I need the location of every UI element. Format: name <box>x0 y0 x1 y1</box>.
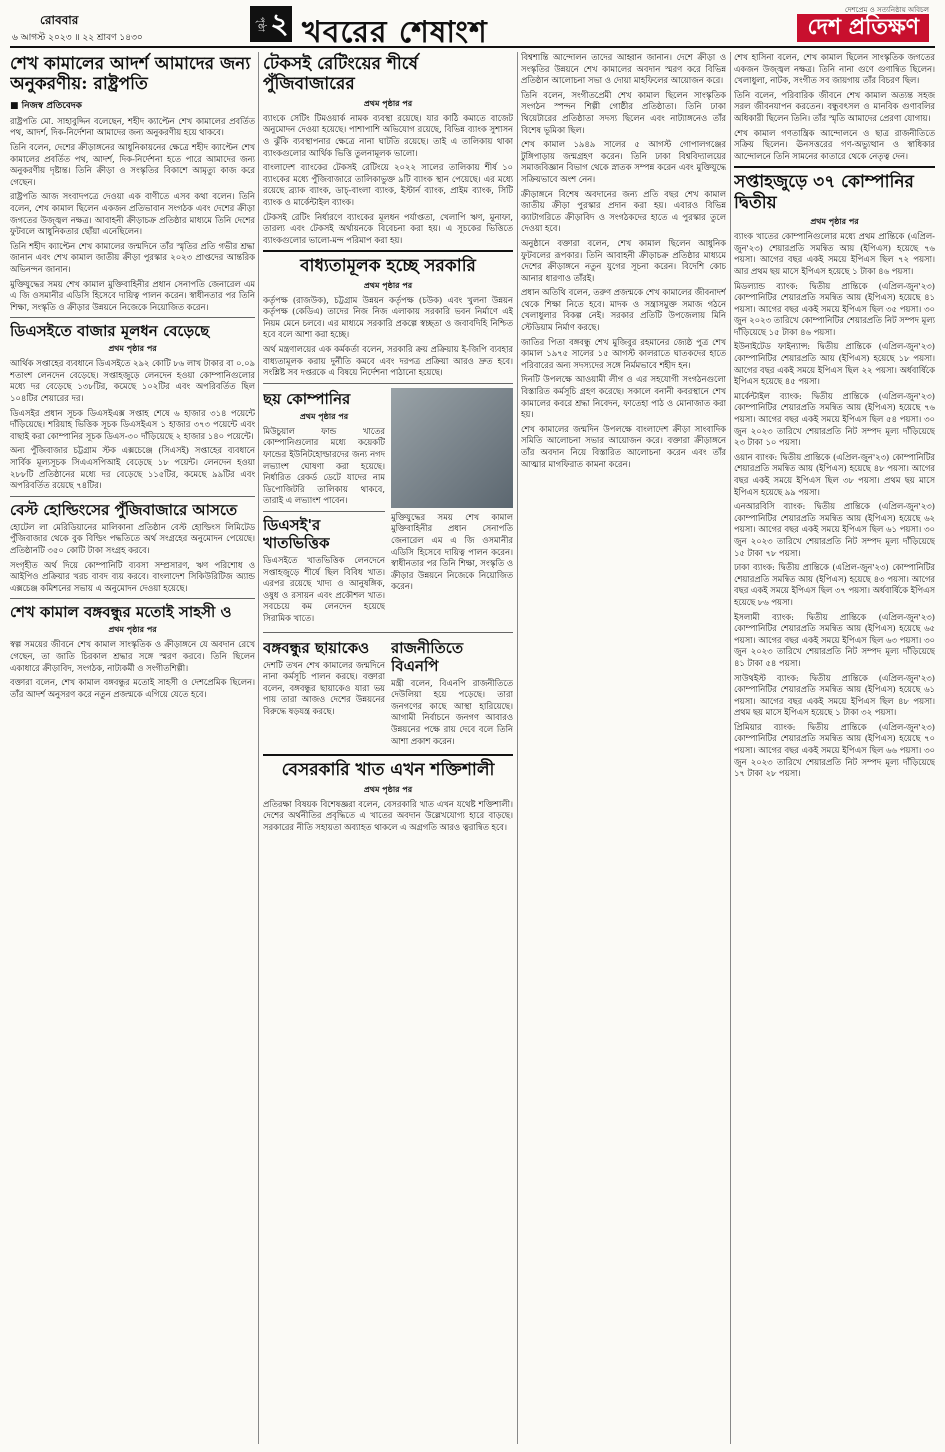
article-paragraph: সংগৃহীত অর্থ দিয়ে কোম্পানিটি ব্যবসা সম্প্রসারণ, ঋণ পরিশোধ ও আইপিও প্রক্রিয়ার খরচ বাবদ ব্যয় করবে। বাংলাদেশ সিকিউরিটিজ অ্যান্ড এক্সচেঞ্জ কমিশনের সভায় এ অনুমোদন দেওয়া হয়েছে। <box>10 559 255 593</box>
divider <box>10 598 255 599</box>
article-paragraph: প্রধান অতিথি বলেন, তরুণ প্রজন্মকে শেখ কামালের জীবনাদর্শ থেকে শিক্ষা নিতে হবে। মাদক ও সন্ত্রাসমুক্ত সমাজ গঠনে খেলাধুলার বিকল্প নেই। সরকার প্রতিটি উপজেলায় মিনি স্টেডিয়াম নির্মাণ করছে। <box>521 287 726 333</box>
continuation-label: প্রথম পৃষ্ঠার পর <box>810 217 859 227</box>
article-paragraph: ডিএসইর প্রধান সূচক ডিএসইএক্স সপ্তাহ শেষে ৬ হাজার ৩১৪ পয়েন্টে দাঁড়িয়েছে। শরিয়াহ ভিত্তিক সূচক ডিএসইএস ১ হাজার ৩৭৩ পয়েন্টে এবং বাছাই করা কোম্পানির সূচক ডিএস-৩০ দাঁড়িয়েছে ২ হাজার ১৪০ পয়েন্টে। <box>10 407 255 441</box>
article-paragraph: জাতির পিতা বঙ্গবন্ধু শেখ মুজিবুর রহমানের জ্যেষ্ঠ পুত্র শেখ কামাল ১৯৭৫ সালের ১৫ আগস্ট কালরাতে ঘাতকদের হাতে পরিবারের অন্য সদস্যদের সঙ্গে নির্মমভাবে শহীদ হন। <box>521 336 726 370</box>
article-paragraph: ঢাকা ব্যাংক: দ্বিতীয় প্রান্তিকে (এপ্রিল-জুন'২৩) কোম্পানিটির শেয়ারপ্রতি সমন্বিত আয় (ইপিএস) হয়েছে ৪৩ পয়সা। আগের বছর একই সময়ে ইপিএস ছিল ৩৭ পয়সা। অর্ধবার্ষিকে ইপিএস হয়েছে ৮৬ পয়সা। <box>734 562 935 607</box>
article-paragraph: মিডল্যান্ড ব্যাংক: দ্বিতীয় প্রান্তিকে (এপ্রিল-জুন'২৩) কোম্পানিটির শেয়ারপ্রতি সমন্বিত আয় (ইপিএস) হয়েছে ৪১ পয়সা। আগের বছর একই সময়ে ইপিএস ছিল ৩৫ পয়সা। ৩০ জুন ২০২৩ তারিখে কোম্পানিটির শেয়ারপ্রতি নিট সম্পদ মূল্য দাঁড়িয়েছে ১৫ টাকা ৪৬ পয়সা। <box>734 280 935 337</box>
split-left <box>263 388 385 628</box>
split-section <box>263 388 513 628</box>
headline: বঙ্গবন্ধুর ছায়াকেও <box>263 638 370 657</box>
article-paragraph: মিউচুয়াল ফান্ড খাতের কোম্পানিগুলোর মধ্যে কয়েকটি ফান্ডের ইউনিটহোল্ডারদের জন্য নগদ লভ্যাংশ ঘোষণা করা হয়েছে। নির্ধারিত রেকর্ড ডেটে যাদের নাম ডিপোজিটরি তালিকায় থাকবে, তারাই এ লভ্যাংশ পাবেন। <box>263 425 385 506</box>
split-right <box>391 637 513 751</box>
continuation-label: প্রথম পৃষ্ঠার পর <box>108 625 157 635</box>
section-title: খবরের শেষাংশ <box>302 15 488 50</box>
news-photo <box>391 388 513 508</box>
divider <box>263 250 513 252</box>
article-paragraph: দিনটি উপলক্ষে আওয়ামী লীগ ও এর সহযোগী সংগঠনগুলো বিস্তারিত কর্মসূচি গ্রহণ করেছে। সকালে বনানী কবরস্থানে শেখ কামালের কবরে শ্রদ্ধা নিবেদন, ফাতেহা পাঠ ও মোনাজাত করা হয়। <box>521 374 726 420</box>
article-paragraph: হোটেল লা মেরিডিয়ানের মালিকানা প্রতিষ্ঠান বেস্ট হোল্ডিংস লিমিটেড পুঁজিবাজার থেকে বুক বিল্ডিং পদ্ধতিতে অর্থ সংগ্রহের অনুমোদন পেয়েছে। প্রতিষ্ঠানটি ৩৫০ কোটি টাকা সংগ্রহ করবে। <box>10 521 255 555</box>
article-paragraph: তিনি শহীদ ক্যাপ্টেন শেখ কামালের জন্মদিনে তাঁর স্মৃতির প্রতি গভীর শ্রদ্ধা জানান এবং শেখ কামাল জাতীয় ক্রীড়া পুরস্কার ২০২৩ প্রাপ্তদের আন্তরিক অভিনন্দন জানান। <box>10 240 255 274</box>
article-paragraph: টেকসই রেটিং নির্ধারণে ব্যাংকের মূলধন পর্যাপ্ততা, খেলাপি ঋণ, মুনাফা, তারল্য এবং টেকসই অর্থায়নকে বিবেচনা করা হয়। এ সূচকের ভিত্তিতে ব্যাংকগুলোর ভালো-মন্দ পরিমাপ করা হয়। <box>263 211 513 245</box>
column-divider <box>517 52 518 1444</box>
byline: ■ নিজস্ব প্রতিবেদক <box>10 100 82 111</box>
article-paragraph: সাউথইস্ট ব্যাংক: দ্বিতীয় প্রান্তিকে (এপ্রিল-জুন'২৩) কোম্পানিটির শেয়ারপ্রতি সমন্বিত আয় (ইপিএস) হয়েছে ৬১ পয়সা। আগের বছর একই সময়ে ইপিএস ছিল ৪৮ পয়সা। প্রথম ছয় মাসে ইপিএস হয়েছে ১ টাকা ৩২ পয়সা। <box>734 672 935 718</box>
divider <box>10 496 255 497</box>
continuation-label: প্রথম পৃষ্ঠার পর <box>363 784 413 794</box>
article-paragraph: তিনি বলেন, দেশের ক্রীড়াঙ্গনের আধুনিকায়নের ক্ষেত্রে শহীদ ক্যাপ্টেন শেখ কামালের প্রবর্তিত পথ, আদর্শ, দিক-নির্দেশনা হতে পারে আমাদের জন্য অনুকরণীয় দৃষ্টান্ত। তিনি ক্রীড়া ও সংস্কৃতির বিকাশে আমৃত্যু কাজ করে গেছেন। <box>10 141 255 187</box>
article-paragraph: শেখ কামালের জন্মদিন উপলক্ষে বাংলাদেশ ক্রীড়া সাংবাদিক সমিতি আলোচনা সভার আয়োজন করে। বক্তারা ক্রীড়াঙ্গনে তাঁর অবদান নিয়ে বিস্তারিত আলোচনা করেন এবং তাঁর আত্মার মাগফিরাত কামনা করেন। <box>521 423 726 469</box>
headline: বেসরকারি খাত এখন শক্তিশালী <box>281 760 495 781</box>
article-paragraph: অর্থ মন্ত্রণালয়ের এক কর্মকর্তা বলেন, সরকারি ক্রয় প্রক্রিয়ায় ই-জিপি ব্যবহার বাধ্যতামূলক করায় দুর্নীতি কমবে এবং দরপত্র প্রক্রিয়া আরও দ্রুত হবে। সংশ্লিষ্ট সব দপ্তরকে এ বিষয়ে নির্দেশনা পাঠানো হয়েছে। <box>263 344 513 378</box>
article-paragraph: প্রতিরক্ষা বিষয়ক বিশেষজ্ঞরা বলেন, বেসরকারি খাত এখন যথেষ্ট শক্তিশালী। দেশের অর্থনীতির প্রবৃদ্ধিতে এ খাতের অবদান উল্লেখযোগ্য হারে বাড়ছে। সরকারের নীতি সহায়তা অব্যাহত থাকলে এ অগ্রগতি আরও ত্বরান্বিত হবে। <box>263 798 513 832</box>
divider <box>734 166 935 168</box>
article-paragraph: মুক্তিযুদ্ধের সময় শেখ কামাল মুক্তিবাহিনীর প্রধান সেনাপতি জেনারেল এম এ জি ওসমানীর এডিসি হিসেবে দায়িত্ব পালন করেন। স্বাধীনতার পর তিনি শিক্ষা, সংস্কৃতি ও ক্রীড়ার উন্নয়নে নিজেকে নিয়োজিত করেন। <box>391 511 513 592</box>
column-2 <box>263 52 513 1442</box>
article-paragraph: ব্যাংকে সেটিং টিমওয়ার্ক নামক ব্যবস্থা রয়েছে। যার কাঠি কমাতে বাজেট অনুমোদন দেওয়া হয়েছে। পাশাপাশি অভিযোগ রয়েছে, বিভিন্ন ব্যাংক সুশাসন ও ঝুঁকি ব্যবস্থাপনার ক্ষেত্রে নানা ঘাটতি রয়েছে। তাই এ তালিকায় থাকা ব্যাংকগুলোর আর্থিক ভিত্তি তুলনামূলক ভালো। <box>263 112 513 158</box>
page-number: ২ <box>270 7 289 40</box>
article-paragraph: বাংলাদেশ ব্যাংকের টেকসই রেটিংয়ে ২০২২ সালের তালিকায় শীর্ষ ১০ ব্যাংকের মধ্যে পুঁজিবাজারে তালিকাভুক্ত ৯টি ব্যাংক স্থান পেয়েছে। এর মধ্যে রয়েছে ব্র্যাক ব্যাংক, ডাচ্-বাংলা ব্যাংক, ইস্টার্ন ব্যাংক, প্রাইম ব্যাংক, সিটি ব্যাংক ও মার্কেন্টাইল ব্যাংক। <box>263 162 513 207</box>
article-paragraph: ক্রীড়াঙ্গনে বিশেষ অবদানের জন্য প্রতি বছর শেখ কামাল জাতীয় ক্রীড়া পুরস্কার প্রদান করা হয়। এবারও বিভিন্ন ক্যাটাগরিতে ক্রীড়াবিদ ও সংগঠকদের হাতে এ পুরস্কার তুলে দেওয়া হবে। <box>521 188 726 234</box>
article-paragraph: মন্ত্রী বলেন, বিএনপি রাজনীতিতে দেউলিয়া হয়ে পড়েছে। তারা জনগণের কাছে আস্থা হারিয়েছে। আগামী নির্বাচনে জনগণ আবারও উন্নয়নের পক্ষে রায় দেবে বলে তিনি আশা প্রকাশ করেন। <box>391 677 513 746</box>
split-left <box>263 637 385 751</box>
headline: ডিএসই'র খাতভিত্তিক <box>263 516 330 553</box>
article-paragraph: শেখ কামাল ১৯৪৯ সালের ৫ আগস্ট গোপালগঞ্জের টুঙ্গিপাড়ায় জন্মগ্রহণ করেন। তিনি ঢাকা বিশ্ববিদ্যালয়ের সমাজবিজ্ঞান বিভাগ থেকে স্নাতক সম্পন্ন করেন এবং মুক্তিযুদ্ধে সক্রিয়ভাবে অংশ নেন। <box>521 139 726 184</box>
masthead-day: রোববার <box>40 13 79 27</box>
article-paragraph: মুক্তিযুদ্ধের সময় শেখ কামাল মুক্তিবাহিনীর প্রধান সেনাপতি জেনারেল এম এ জি ওসমানীর এডিসি হিসেবে দায়িত্ব পালন করেন। স্বাধীনতার পর তিনি শিক্ষা, সংস্কৃতি ও ক্রীড়ার উন্নয়নে নিজেকে নিয়োজিত করেন। <box>10 278 255 312</box>
article-paragraph: রাষ্ট্রপতি মো. সাহাবুদ্দিন বলেছেন, শহীদ ক্যাপ্টেন শেখ কামালের প্রবর্তিত পথ, আদর্শ, দিক-নির্দেশনা আমাদের জন্য অনুকরণীয় হয়ে থাকবে। <box>10 115 255 138</box>
article-mandatory-government <box>263 256 513 379</box>
article-paragraph: আর্থিক সপ্তাহের ব্যবধানে ডিএসইতে ২৯২ কোটি ৮৬ লাখ টাকার বা ০.০৯ শতাংশ লেনদেন বেড়েছে। সপ্তাহজুড়ে লেনদেন হওয়া কোম্পানিগুলোর মধ্যে দর বেড়েছে ১৩৮টির, কমেছে ১০২টির এবং অপরিবর্তিত ছিল ১০৪টির শেয়ারের দর। <box>10 358 255 404</box>
article-paragraph: ওয়ান ব্যাংক: দ্বিতীয় প্রান্তিকে (এপ্রিল-জুন'২৩) কোম্পানিটির শেয়ারপ্রতি সমন্বিত আয় (ইপিএস) হয়েছে ৪৮ পয়সা। আগের বছর একই সময়ে ইপিএস ছিল ৩৮ পয়সা। প্রথম ছয় মাসে ইপিএস হয়েছে ৯৯ পয়সা। <box>734 451 935 497</box>
headline: শেখ কামালের আদর্শ আমাদের জন্য অনুকরণীয়: রাষ্ট্রপতি <box>10 54 251 95</box>
continuation-label: প্রথম পৃষ্ঠার পর <box>363 98 413 108</box>
newspaper-logo-text: দেশ প্রতিক্ষণ <box>807 13 919 40</box>
newspaper-tagline: দেশপ্রেম ও সত্যনিষ্ঠায় অবিচল <box>844 6 929 14</box>
article-paragraph: বিশ্বশান্তি আন্দোলন তাদের আহ্বান জানান। দেশে ক্রীড়া ও সংস্কৃতির উন্নয়নে শেখ কামালের অবদান স্মরণ করে বিভিন্ন প্রতিষ্ঠান আলোচনা সভা ও দোয়া মাহফিলের আয়োজন করে। <box>521 52 726 86</box>
article-paragraph: ইউনাইটেড ফাইন্যান্স: দ্বিতীয় প্রান্তিকে (এপ্রিল-জুন'২৩) কোম্পানিটির শেয়ারপ্রতি আয় (ইপিএস) হয়েছে ১৮ পয়সা। আগের বছর একই সময়ে ইপিএস ছিল ২২ পয়সা। অর্ধবার্ষিকে ইপিএস হয়েছে ৪৫ পয়সা। <box>734 341 935 387</box>
continuation-label: প্রথম পৃষ্ঠার পর <box>299 411 349 421</box>
page-content <box>10 48 935 1444</box>
article-paragraph: শেখ হাসিনা বলেন, শেখ কামাল ছিলেন সাংস্কৃতিক জগতের একজন উজ্জ্বল নক্ষত্র। তিনি নানা গুণে গুণান্বিত ছিলেন। খেলাধুলা, নাটক, সংগীত সব জায়গায় তাঁর বিচরণ ছিল। <box>734 52 935 86</box>
article-sustainable-rating <box>263 54 513 246</box>
article-paragraph: মার্কেন্টাইল ব্যাংক: দ্বিতীয় প্রান্তিকে (এপ্রিল-জুন'২৩) কোম্পানিটির শেয়ারপ্রতি সমন্বিত আয় (ইপিএস) হয়েছে ৭৬ পয়সা। আগের বছর একই সময়ে ইপিএস ছিল ৫৪ পয়সা। ৩০ জুন ২০২৩ তারিখে শেয়ারপ্রতি নিট সম্পদ মূল্য দাঁড়িয়েছে ২৩ টাকা ১০ পয়সা। <box>734 390 935 448</box>
article-paragraph: ডিএসইতে খাতভিত্তিক লেনদেনে সপ্তাহজুড়ে শীর্ষে ছিল বিবিধ খাত। এরপর রয়েছে খাদ্য ও আনুষঙ্গিক, ওষুধ ও রসায়ন এবং প্রকৌশল খাত। সবচেয়ে কম লেনদেন হয়েছে সিরামিক খাতে। <box>263 555 385 623</box>
page-label: পৃষ্ঠা <box>255 16 266 32</box>
headline: বাধ্যতামূলক হচ্ছে সরকারি <box>300 256 476 277</box>
page-number-box <box>250 6 292 42</box>
article-37-companies <box>734 172 935 780</box>
article-dse-market-cap <box>10 322 255 492</box>
column-1 <box>10 52 255 1442</box>
continuation-label: প্রথম পৃষ্ঠার পর <box>108 344 157 354</box>
article-paragraph: প্রিমিয়ার ব্যাংক: দ্বিতীয় প্রান্তিকে (এপ্রিল-জুন'২৩) কোম্পানিটির শেয়ারপ্রতি সমন্বিত আয় (ইপিএস) হয়েছে ৭০ পয়সা। আগের বছর একই সময়ে ইপিএস ছিল ৬৬ পয়সা। ৩০ জুন ২০২৩ তারিখে শেয়ারপ্রতি নিট সম্পদ মূল্য দাঁড়িয়েছে ১৭ টাকা ২৮ পয়সা। <box>734 721 935 779</box>
headline: শেখ কামাল বঙ্গবন্ধুর মতোই সাহসী ও <box>10 603 232 622</box>
article-paragraph: শেখ কামাল গণতান্ত্রিক আন্দোলনে ও ছাত্র রাজনীতিতে সক্রিয় ছিলেন। ঊনসত্তরের গণ-অভ্যুত্থান ও স্বাধিকার আন্দোলনে তিনি সামনের কাতারে থেকে নেতৃত্ব দেন। <box>734 127 935 161</box>
article-paragraph: ব্যাংক খাতের কোম্পানিগুলোর মধ্যে প্রথম প্রান্তিকে (এপ্রিল-জুন'২৩) শেয়ারপ্রতি সমন্বিত আয় (ইপিএস) হয়েছে ৭৬ পয়সা। আগের বছর একই সময়ে ইপিএস ছিল ৭২ পয়সা। আর প্রথম ছয় মাসে ইপিএস হয়েছে ১ টাকা ৪৬ পয়সা। <box>734 231 935 276</box>
divider <box>263 754 513 756</box>
article-sheikh-kamal-brave <box>10 603 255 700</box>
headline: ডিএসইতে বাজার মূলধন বেড়েছে <box>10 322 210 341</box>
headline: ছয় কোম্পানির <box>263 389 351 408</box>
article-private-sector <box>263 760 513 833</box>
article-paragraph: তিনি বলেন, সংগীতপ্রেমী শেখ কামাল ছিলেন সাংস্কৃতিক সংগঠন স্পন্দন শিল্পী গোষ্ঠীর প্রতিষ্ঠাতা। তিনি ঢাকা থিয়েটারের প্রতিষ্ঠাতা সদস্য ছিলেন এবং নাট্যাঙ্গনেও তাঁর বিশেষ ভূমিকা ছিল। <box>521 89 726 135</box>
divider <box>263 383 513 384</box>
headline: রাজনীতিতে বিএনপি <box>391 638 464 675</box>
article-paragraph: অনুষ্ঠানে বক্তারা বলেন, শেখ কামাল ছিলেন আধুনিক ফুটবলের রূপকার। তিনি আবাহনী ক্রীড়াচক্র প্রতিষ্ঠার মাধ্যমে দেশের ক্রীড়াঙ্গনে নতুন যুগের সূচনা করেন। বিদেশি কোচ আনার ধারণাও তাঁরই। <box>521 237 726 283</box>
article-paragraph: স্বল্প সময়ের জীবনে শেখ কামাল সাংস্কৃতিক ও ক্রীড়াঙ্গনে যে অবদান রেখে গেছেন, তা জাতি চিরকাল শ্রদ্ধার সঙ্গে স্মরণ করবে। তিনি ছিলেন একাধারে ক্রীড়াবিদ, সংগঠক, নাট্যকর্মী ও সংগীতশিল্পী। <box>10 639 255 673</box>
divider <box>263 632 513 633</box>
article-paragraph: কর্তৃপক্ষ (রাজউক), চট্টগ্রাম উন্নয়ন কর্তৃপক্ষ (চউক) এবং খুলনা উন্নয়ন কর্তৃপক্ষ (কেডিএ) তাদের নিজ নিজ এলাকায় সরকারি ভবন নির্মাণে এই নিয়ম মেনে চলবে। এর মাধ্যমে সরকারি প্রকল্পে স্বচ্ছতা ও জবাবদিহি নিশ্চিত হবে বলে আশা করা হচ্ছে। <box>263 294 513 340</box>
article-paragraph: রাষ্ট্রপতি আজ সংবাদপত্রে দেওয়া এক বাণীতে এসব কথা বলেন। তিনি বলেন, শেখ কামাল ছিলেন একজন প্রতিভাবান সংগঠক এবং দেশের ক্রীড়া জগতের উজ্জ্বল নক্ষত্র। আবাহনী ক্রীড়াচক্র প্রতিষ্ঠার মাধ্যমে তিনি দেশের ফুটবলে আধুনিকতার ছোঁয়া এনেছিলেন। <box>10 191 255 237</box>
column-3 <box>521 52 726 1442</box>
divider <box>10 317 255 318</box>
split-right <box>391 388 513 628</box>
column-4 <box>734 52 935 1442</box>
newspaper-logo <box>797 14 929 42</box>
masthead-date: ৬ আগস্ট ২০২৩ ॥ ২২ শ্রাবণ ১৪৩০ <box>12 33 143 43</box>
divider <box>263 511 385 512</box>
headline: বেস্ট হোল্ডিংসের পুঁজিবাজারে আসতে <box>10 500 238 519</box>
article-paragraph: ইসলামী ব্যাংক: দ্বিতীয় প্রান্তিকে (এপ্রিল-জুন'২৩) কোম্পানিটির শেয়ারপ্রতি সমন্বিত আয় (ইপিএস) হয়েছে ৬৫ পয়সা। আগের বছর একই সময়ে ইপিএস ছিল ৬৩ পয়সা। ৩০ জুন ২০২৩ তারিখে শেয়ারপ্রতি নিট সম্পদ মূল্য দাঁড়িয়েছে ৪১ টাকা ৫৪ পয়সা। <box>734 611 935 668</box>
column-divider <box>258 52 259 1444</box>
article-paragraph: বক্তারা বলেন, শেখ কামাল বঙ্গবন্ধুর মতোই সাহসী ও দেশপ্রেমিক ছিলেন। তাঁর আদর্শ অনুসরণ করে নতুন প্রজন্মকে এগিয়ে যেতে হবে। <box>10 677 255 699</box>
article-paragraph: দেশটি তখন শেখ কামালের জন্মদিনে নানা কর্মসূচি পালন করছে। বক্তারা বলেন, বঙ্গবন্ধুর ছায়াকেও যারা ভয় পায় তারা আজও দেশের উন্নয়নের বিরুদ্ধে ষড়যন্ত্র করছে। <box>263 659 385 716</box>
article-paragraph: তিনি বলেন, পরিবারিক জীবনে শেখ কামাল অত্যন্ত সহজ সরল জীবনযাপন করতেন। বন্ধুবৎসল ও মানবিক গুণাবলির অধিকারী ছিলেন তিনি। তাঁর স্মৃতি আমাদের প্রেরণা যোগায়। <box>734 89 935 123</box>
article-president-sheikh-kamal <box>10 54 255 313</box>
article-paragraph: এনআরবিসি ব্যাংক: দ্বিতীয় প্রান্তিকে (এপ্রিল-জুন'২৩) কোম্পানিটির শেয়ারপ্রতি সমন্বিত আয় (ইপিএস) হয়েছে ৬২ পয়সা। আগের বছর একই সময়ে ইপিএস ছিল ৬১ পয়সা। ৩০ জুন ২০২৩ তারিখে শেয়ারপ্রতি নিট সম্পদ মূল্য দাঁড়িয়েছে ১৫ টাকা ৭৮ পয়সা। <box>734 501 935 558</box>
masthead <box>10 4 935 48</box>
article-best-holdings <box>10 501 255 595</box>
continuation-label: প্রথম পৃষ্ঠার পর <box>363 280 413 290</box>
article-paragraph: অন্য পুঁজিবাজার চট্টগ্রাম স্টক এক্সচেঞ্জে (সিএসই) সপ্তাহের ব্যবধানে সার্বিক মূল্যসূচক সিএএসপিআই বেড়েছে ১৮ পয়েন্ট। লেনদেন হওয়া ২৮৮টি প্রতিষ্ঠানের মধ্যে দর বেড়েছে ১১৫টির, কমেছে ৯৯টির এবং অপরিবর্তিত রয়েছে ৭৪টির। <box>10 445 255 491</box>
column-divider <box>730 52 731 1444</box>
headline: সপ্তাহজুড়ে ৩৭ কোম্পানির দ্বিতীয় <box>734 172 914 213</box>
headline: টেকসই রেটিংয়ের শীর্ষে পুঁজিবাজারের <box>263 54 418 95</box>
split-section <box>263 637 513 751</box>
